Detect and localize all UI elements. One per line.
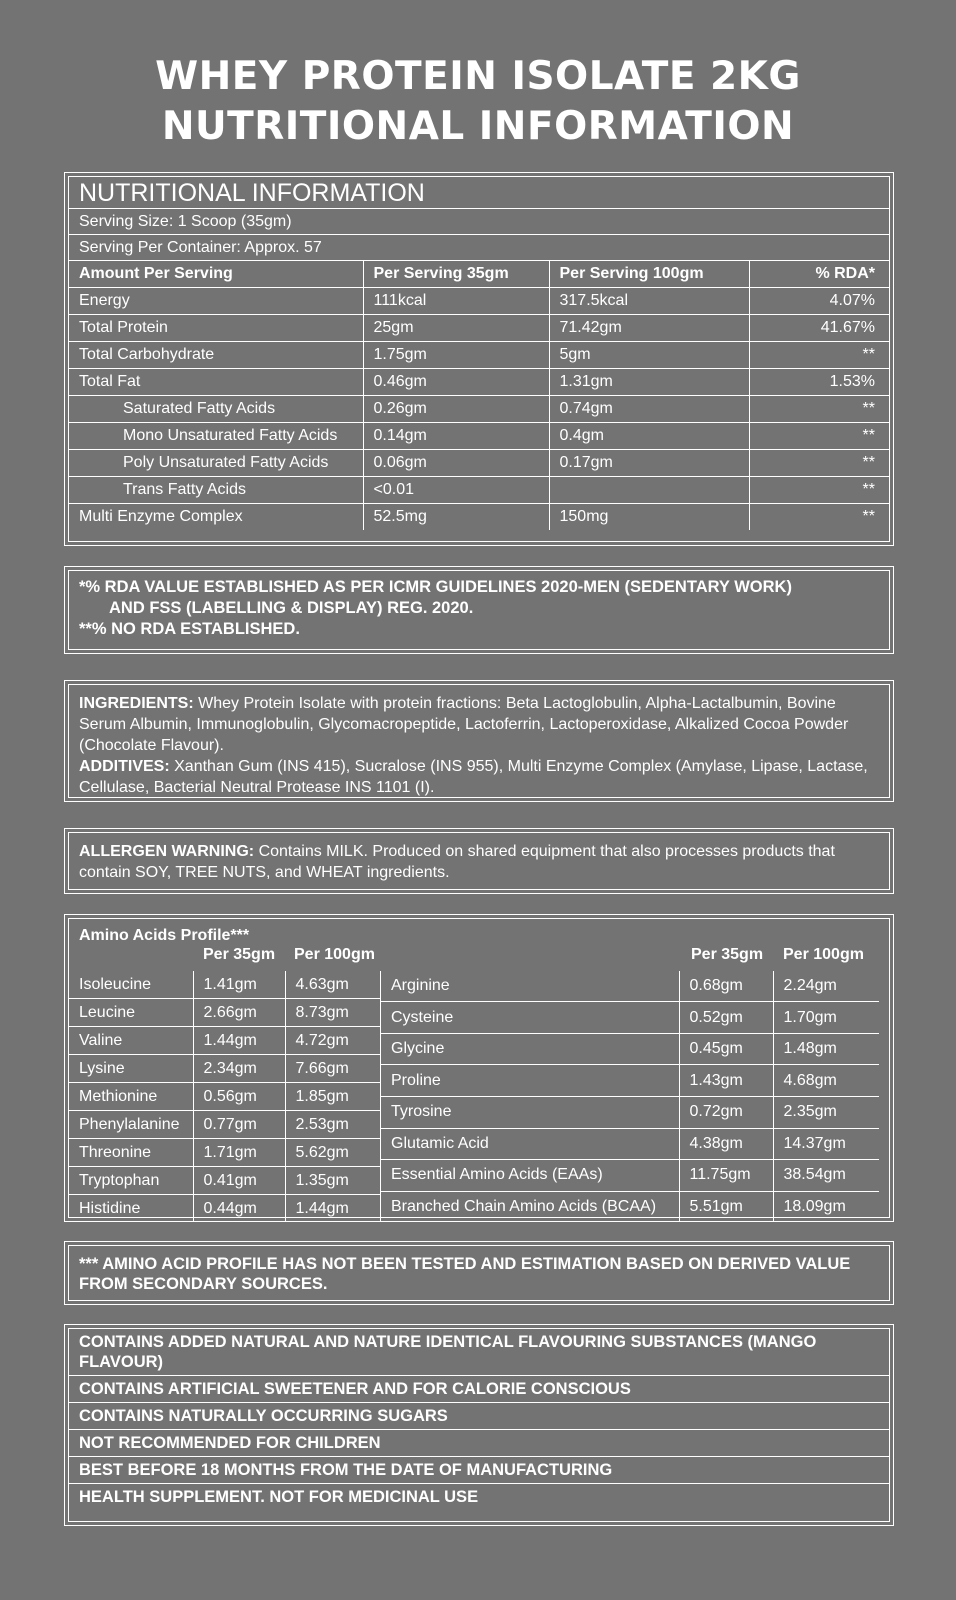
amino-name: Proline	[381, 1065, 679, 1097]
nutrition-table	[69, 261, 889, 530]
amino-per-100: 1.44gm	[285, 1195, 381, 1223]
value-per-100: 71.42gm	[549, 315, 749, 342]
amino-table-right	[381, 971, 879, 1222]
amino-name: Valine	[69, 1027, 193, 1055]
value-per-35: 0.14gm	[363, 423, 549, 450]
nutrient-name: Total Fat	[69, 369, 363, 396]
amino-per-35: 5.51gm	[679, 1191, 773, 1222]
amino-name: Glutamic Acid	[381, 1128, 679, 1160]
allergen-text: Contains MILK. Produced on shared equipment that also processes products that contain SOY, TREE NUTS, and WHEAT ingredients.	[79, 843, 835, 881]
amino-per-100: 2.35gm	[773, 1096, 879, 1128]
value-per-35: 0.06gm	[363, 450, 549, 477]
amino-per-35: 0.44gm	[193, 1195, 285, 1223]
statements-panel	[64, 1324, 894, 1526]
value-per-35: <0.01	[363, 477, 549, 504]
amino-per-35: 0.56gm	[193, 1083, 285, 1111]
col-per-serving-35: Per Serving 35gm	[363, 261, 549, 288]
value-per-100: 317.5kcal	[549, 288, 749, 315]
nutrition-row	[69, 477, 889, 504]
additives-label: ADDITIVES:	[79, 758, 170, 775]
amino-per-100: 4.68gm	[773, 1065, 879, 1097]
title-line-2: NUTRITIONAL INFORMATION	[161, 104, 795, 149]
nutrition-header-row	[69, 261, 889, 288]
value-per-100	[549, 477, 749, 504]
amino-heading: Amino Acids Profile***	[79, 927, 250, 944]
amino-row	[381, 1002, 879, 1034]
serving-size: Serving Size: 1 Scoop (35gm)	[69, 209, 889, 235]
amino-row	[381, 1065, 879, 1097]
statement-line: CONTAINS ADDED NATURAL AND NATURE IDENTICAL FLAVOURING SUBSTANCES (MANGO FLAVOUR)	[69, 1329, 889, 1376]
value-per-100: 5gm	[549, 342, 749, 369]
statement-line: CONTAINS NATURALLY OCCURRING SUGARS	[69, 1403, 889, 1430]
amino-note-panel	[64, 1241, 894, 1305]
amino-per-35: 1.41gm	[193, 971, 285, 999]
amino-per-35: 0.68gm	[679, 971, 773, 1002]
nutrition-row	[69, 315, 889, 342]
value-rda: **	[749, 342, 889, 369]
amino-note-text: *** AMINO ACID PROFILE HAS NOT BEEN TESTED AND ESTIMATION BASED ON DERIVED VALUE FROM SECONDARY SOURCES.	[79, 1255, 851, 1293]
servings-per-container: Serving Per Container: Approx. 57	[69, 235, 889, 261]
amino-per-100: 14.37gm	[773, 1128, 879, 1160]
nutrient-name: Poly Unsaturated Fatty Acids	[69, 450, 363, 477]
amino-row	[69, 1111, 381, 1139]
amino-col-per35-left: Per 35gm	[203, 946, 276, 963]
amino-row	[381, 1128, 879, 1160]
value-rda: **	[749, 450, 889, 477]
ingredients-block	[79, 693, 879, 756]
amino-per-100: 8.73gm	[285, 999, 381, 1027]
amino-name: Glycine	[381, 1033, 679, 1065]
nutrition-row	[69, 423, 889, 450]
amino-per-100: 38.54gm	[773, 1160, 879, 1192]
amino-col-per35-right: Per 35gm	[691, 946, 764, 963]
value-rda: **	[749, 504, 889, 531]
amino-name: Isoleucine	[69, 971, 193, 999]
value-per-100: 0.4gm	[549, 423, 749, 450]
value-rda: 41.67%	[749, 315, 889, 342]
amino-header	[69, 919, 889, 971]
rda-notes-panel	[64, 566, 894, 654]
nutrient-name: Trans Fatty Acids	[69, 477, 363, 504]
amino-row	[381, 1033, 879, 1065]
amino-name: Threonine	[69, 1139, 193, 1167]
col-amount-per-serving: Amount Per Serving	[69, 261, 363, 288]
amino-per-35: 2.66gm	[193, 999, 285, 1027]
value-per-100: 150mg	[549, 504, 749, 531]
value-per-35: 0.26gm	[363, 396, 549, 423]
statement-line: HEALTH SUPPLEMENT. NOT FOR MEDICINAL USE	[79, 1488, 479, 1506]
value-per-35: 25gm	[363, 315, 549, 342]
nutrition-heading: NUTRITIONAL INFORMATION	[69, 177, 889, 209]
amino-per-35: 4.38gm	[679, 1128, 773, 1160]
page-title	[0, 52, 956, 152]
nutrition-row	[69, 342, 889, 369]
rda-note-line-3: **% NO RDA ESTABLISHED.	[79, 620, 300, 638]
amino-name: Tyrosine	[381, 1096, 679, 1128]
rda-note-line-2: AND FSS (LABELLING & DISPLAY) REG. 2020.	[109, 599, 474, 617]
amino-name: Lysine	[69, 1055, 193, 1083]
amino-row	[69, 1195, 381, 1223]
nutrient-name: Saturated Fatty Acids	[69, 396, 363, 423]
amino-row	[69, 971, 381, 999]
amino-per-100: 4.72gm	[285, 1027, 381, 1055]
nutrient-name: Mono Unsaturated Fatty Acids	[69, 423, 363, 450]
amino-row	[69, 1083, 381, 1111]
amino-row	[69, 1139, 381, 1167]
nutrient-name: Energy	[69, 288, 363, 315]
amino-per-35: 1.43gm	[679, 1065, 773, 1097]
amino-name: Essential Amino Acids (EAAs)	[381, 1160, 679, 1192]
ingredients-label: INGREDIENTS:	[79, 695, 194, 712]
value-per-100: 0.17gm	[549, 450, 749, 477]
value-rda: 1.53%	[749, 369, 889, 396]
amino-table-left	[69, 971, 381, 1222]
amino-row	[69, 1027, 381, 1055]
nutrient-name: Total Carbohydrate	[69, 342, 363, 369]
col-per-serving-100: Per Serving 100gm	[549, 261, 749, 288]
amino-row	[381, 1191, 879, 1222]
amino-name: Methionine	[69, 1083, 193, 1111]
nutrient-name: Multi Enzyme Complex	[69, 504, 363, 531]
value-per-35: 111kcal	[363, 288, 549, 315]
amino-per-100: 2.24gm	[773, 971, 879, 1002]
amino-col-per100-left: Per 100gm	[294, 946, 375, 963]
amino-panel	[64, 914, 894, 1222]
ingredients-panel	[64, 680, 894, 802]
allergen-panel	[64, 828, 894, 894]
value-per-100: 0.74gm	[549, 396, 749, 423]
additives-text: Xanthan Gum (INS 415), Sucralose (INS 955), Multi Enzyme Complex (Amylase, Lipase, Lactase, Cellulase, Bacterial Neutral Protease INS 1101 (I).	[79, 758, 868, 796]
amino-row	[381, 1160, 879, 1192]
value-rda: **	[749, 477, 889, 504]
amino-per-100: 1.85gm	[285, 1083, 381, 1111]
value-per-35: 0.46gm	[363, 369, 549, 396]
nutrition-row	[69, 450, 889, 477]
statement-line: BEST BEFORE 18 MONTHS FROM THE DATE OF MANUFACTURING	[69, 1457, 889, 1484]
amino-row	[381, 971, 879, 1002]
amino-per-100: 1.48gm	[773, 1033, 879, 1065]
rda-note-line-1: *% RDA VALUE ESTABLISHED AS PER ICMR GUIDELINES 2020-MEN (SEDENTARY WORK)	[79, 578, 792, 596]
ingredients-text: Whey Protein Isolate with protein fractions: Beta Lactoglobulin, Alpha-Lactalbumin, Bovine Serum Albumin, Immunoglobulin, Glycomacropeptide, Lactoferrin, Lactoperoxidase, Alkalized Cocoa Powder (Chocolate Flavour).	[79, 695, 849, 754]
amino-per-35: 0.41gm	[193, 1167, 285, 1195]
amino-row	[69, 1167, 381, 1195]
amino-per-100: 7.66gm	[285, 1055, 381, 1083]
amino-per-35: 0.45gm	[679, 1033, 773, 1065]
value-per-35: 52.5mg	[363, 504, 549, 531]
amino-name: Arginine	[381, 971, 679, 1002]
value-rda: **	[749, 396, 889, 423]
amino-per-100: 1.35gm	[285, 1167, 381, 1195]
amino-name: Tryptophan	[69, 1167, 193, 1195]
amino-row	[381, 1096, 879, 1128]
nutrient-name: Total Protein	[69, 315, 363, 342]
amino-name: Histidine	[69, 1195, 193, 1223]
amino-per-100: 2.53gm	[285, 1111, 381, 1139]
amino-per-35: 0.72gm	[679, 1096, 773, 1128]
amino-per-35: 0.52gm	[679, 1002, 773, 1034]
allergen-label: ALLERGEN WARNING:	[79, 843, 255, 860]
value-per-35: 1.75gm	[363, 342, 549, 369]
value-rda: 4.07%	[749, 288, 889, 315]
nutrition-row	[69, 369, 889, 396]
nutrition-panel	[64, 172, 894, 546]
statement-line: NOT RECOMMENDED FOR CHILDREN	[69, 1430, 889, 1457]
amino-per-35: 1.44gm	[193, 1027, 285, 1055]
amino-per-35: 1.71gm	[193, 1139, 285, 1167]
amino-per-100: 5.62gm	[285, 1139, 381, 1167]
value-per-100: 1.31gm	[549, 369, 749, 396]
nutrition-row	[69, 288, 889, 315]
amino-per-35: 0.77gm	[193, 1111, 285, 1139]
amino-per-100: 18.09gm	[773, 1191, 879, 1222]
nutrition-row	[69, 504, 889, 531]
amino-row	[69, 1055, 381, 1083]
title-line-1: WHEY PROTEIN ISOLATE 2KG	[155, 54, 801, 99]
value-rda: **	[749, 423, 889, 450]
amino-name: Phenylalanine	[69, 1111, 193, 1139]
amino-per-100: 4.63gm	[285, 971, 381, 999]
nutrition-row	[69, 396, 889, 423]
statement-line: CONTAINS ARTIFICIAL SWEETENER AND FOR CALORIE CONSCIOUS	[69, 1376, 889, 1403]
amino-name: Leucine	[69, 999, 193, 1027]
amino-row	[69, 999, 381, 1027]
col-rda: % RDA*	[749, 261, 889, 288]
amino-name: Cysteine	[381, 1002, 679, 1034]
amino-per-35: 2.34gm	[193, 1055, 285, 1083]
amino-name: Branched Chain Amino Acids (BCAA)	[381, 1191, 679, 1222]
amino-col-per100-right: Per 100gm	[783, 946, 864, 963]
amino-per-100: 1.70gm	[773, 1002, 879, 1034]
additives-block	[79, 756, 879, 798]
amino-per-35: 11.75gm	[679, 1160, 773, 1192]
